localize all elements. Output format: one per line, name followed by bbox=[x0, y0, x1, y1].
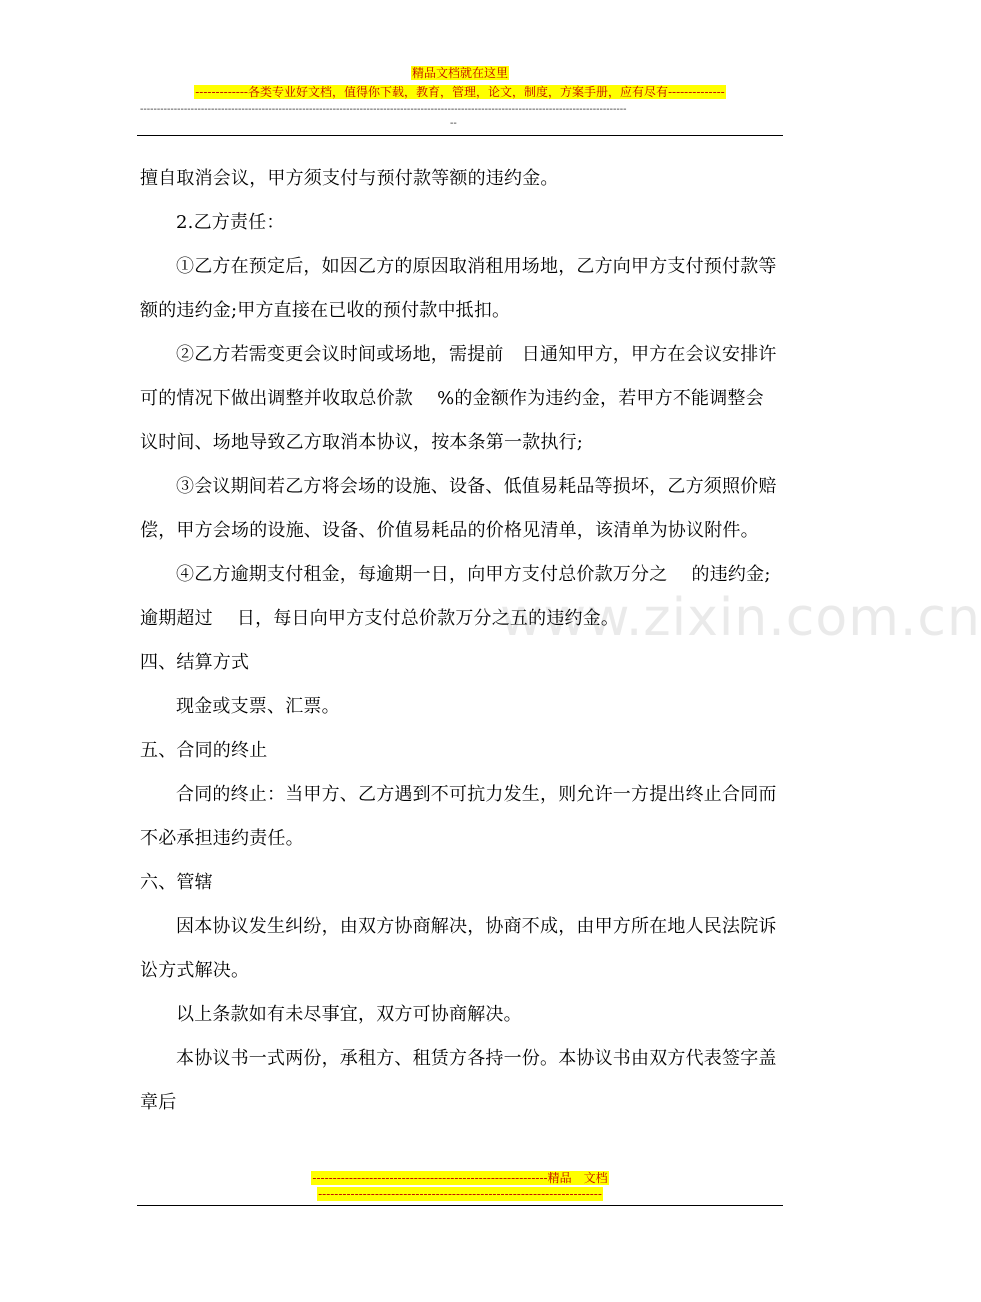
paragraph-clause-2: ②乙方若需变更会议时间或场地，需提前 日通知甲方，甲方在会议安排许可的情况下做出调整并收取总价款 %的金额作为违约金，若甲方不能调整会议时间、场地导致乙方取消本协议，按本条第一款执行; bbox=[140, 344, 777, 453]
paragraph-jurisdiction: 因本协议发生纠纷，由双方协商解决，协商不成，由甲方所在地人民法院诉讼方式解决。 bbox=[140, 916, 777, 981]
header-dash-line: ------------------------------------------------------------------------------------------------------------------------------------------------ bbox=[140, 104, 627, 115]
paragraph-copies: 本协议书一式两份，承租方、租赁方各持一份。本协议书由双方代表签字盖章后 bbox=[140, 1048, 777, 1113]
paragraph-clause-3: ③会议期间若乙方将会场的设施、设备、低值易耗品等损坏，乙方须照价赔偿，甲方会场的设施、设备、价值易耗品的价格见清单，该清单为协议附件。 bbox=[140, 476, 777, 541]
header-dash-tail: -- bbox=[450, 118, 457, 129]
header-subtitle: -------------各类专业好文档，值得你下载，教育，管理，论文，制度，方案手册，应有尽有-------------- bbox=[195, 85, 725, 99]
footer-line-1: ----------------------------------------------------------精品 文档 bbox=[312, 1171, 608, 1185]
paragraph-clause-1: ①乙方在预定后，如因乙方的原因取消租用场地，乙方向甲方支付预付款等额的违约金;甲方直接在已收的预付款中抵扣。 bbox=[140, 256, 777, 321]
document-body bbox=[140, 157, 782, 1125]
section-heading-termination: 五、合同的终止 bbox=[140, 740, 268, 761]
paragraph-supplement: 以上条款如有未尽事宜，双方可协商解决。 bbox=[176, 1004, 522, 1025]
section-heading-jurisdiction: 六、管辖 bbox=[140, 872, 213, 893]
paragraph-clause-4: ④乙方逾期支付租金，每逾期一日，向甲方支付总价款万分之 的违约金;逾期超过 日，每日向甲方支付总价款万分之五的违约金。 bbox=[140, 564, 771, 629]
section-heading-settlement: 四、结算方式 bbox=[140, 652, 250, 673]
paragraph-termination: 合同的终止：当甲方、乙方遇到不可抗力发生，则允许一方提出终止合同而不必承担违约责任。 bbox=[140, 784, 777, 849]
footer-line-2: ---------------------------------------------------------------------- bbox=[318, 1187, 602, 1201]
paragraph-continuation: 擅自取消会议，甲方须支付与预付款等额的违约金。 bbox=[140, 168, 559, 189]
paragraph-settlement: 现金或支票、汇票。 bbox=[176, 696, 340, 717]
paragraph-party-b-heading: 2.乙方责任： bbox=[176, 212, 285, 233]
header-rule bbox=[137, 135, 783, 136]
header-title: 精品文档就在这里 bbox=[411, 66, 508, 80]
footer-rule bbox=[137, 1205, 783, 1206]
watermark: www.zixin.com.cn bbox=[500, 588, 981, 648]
